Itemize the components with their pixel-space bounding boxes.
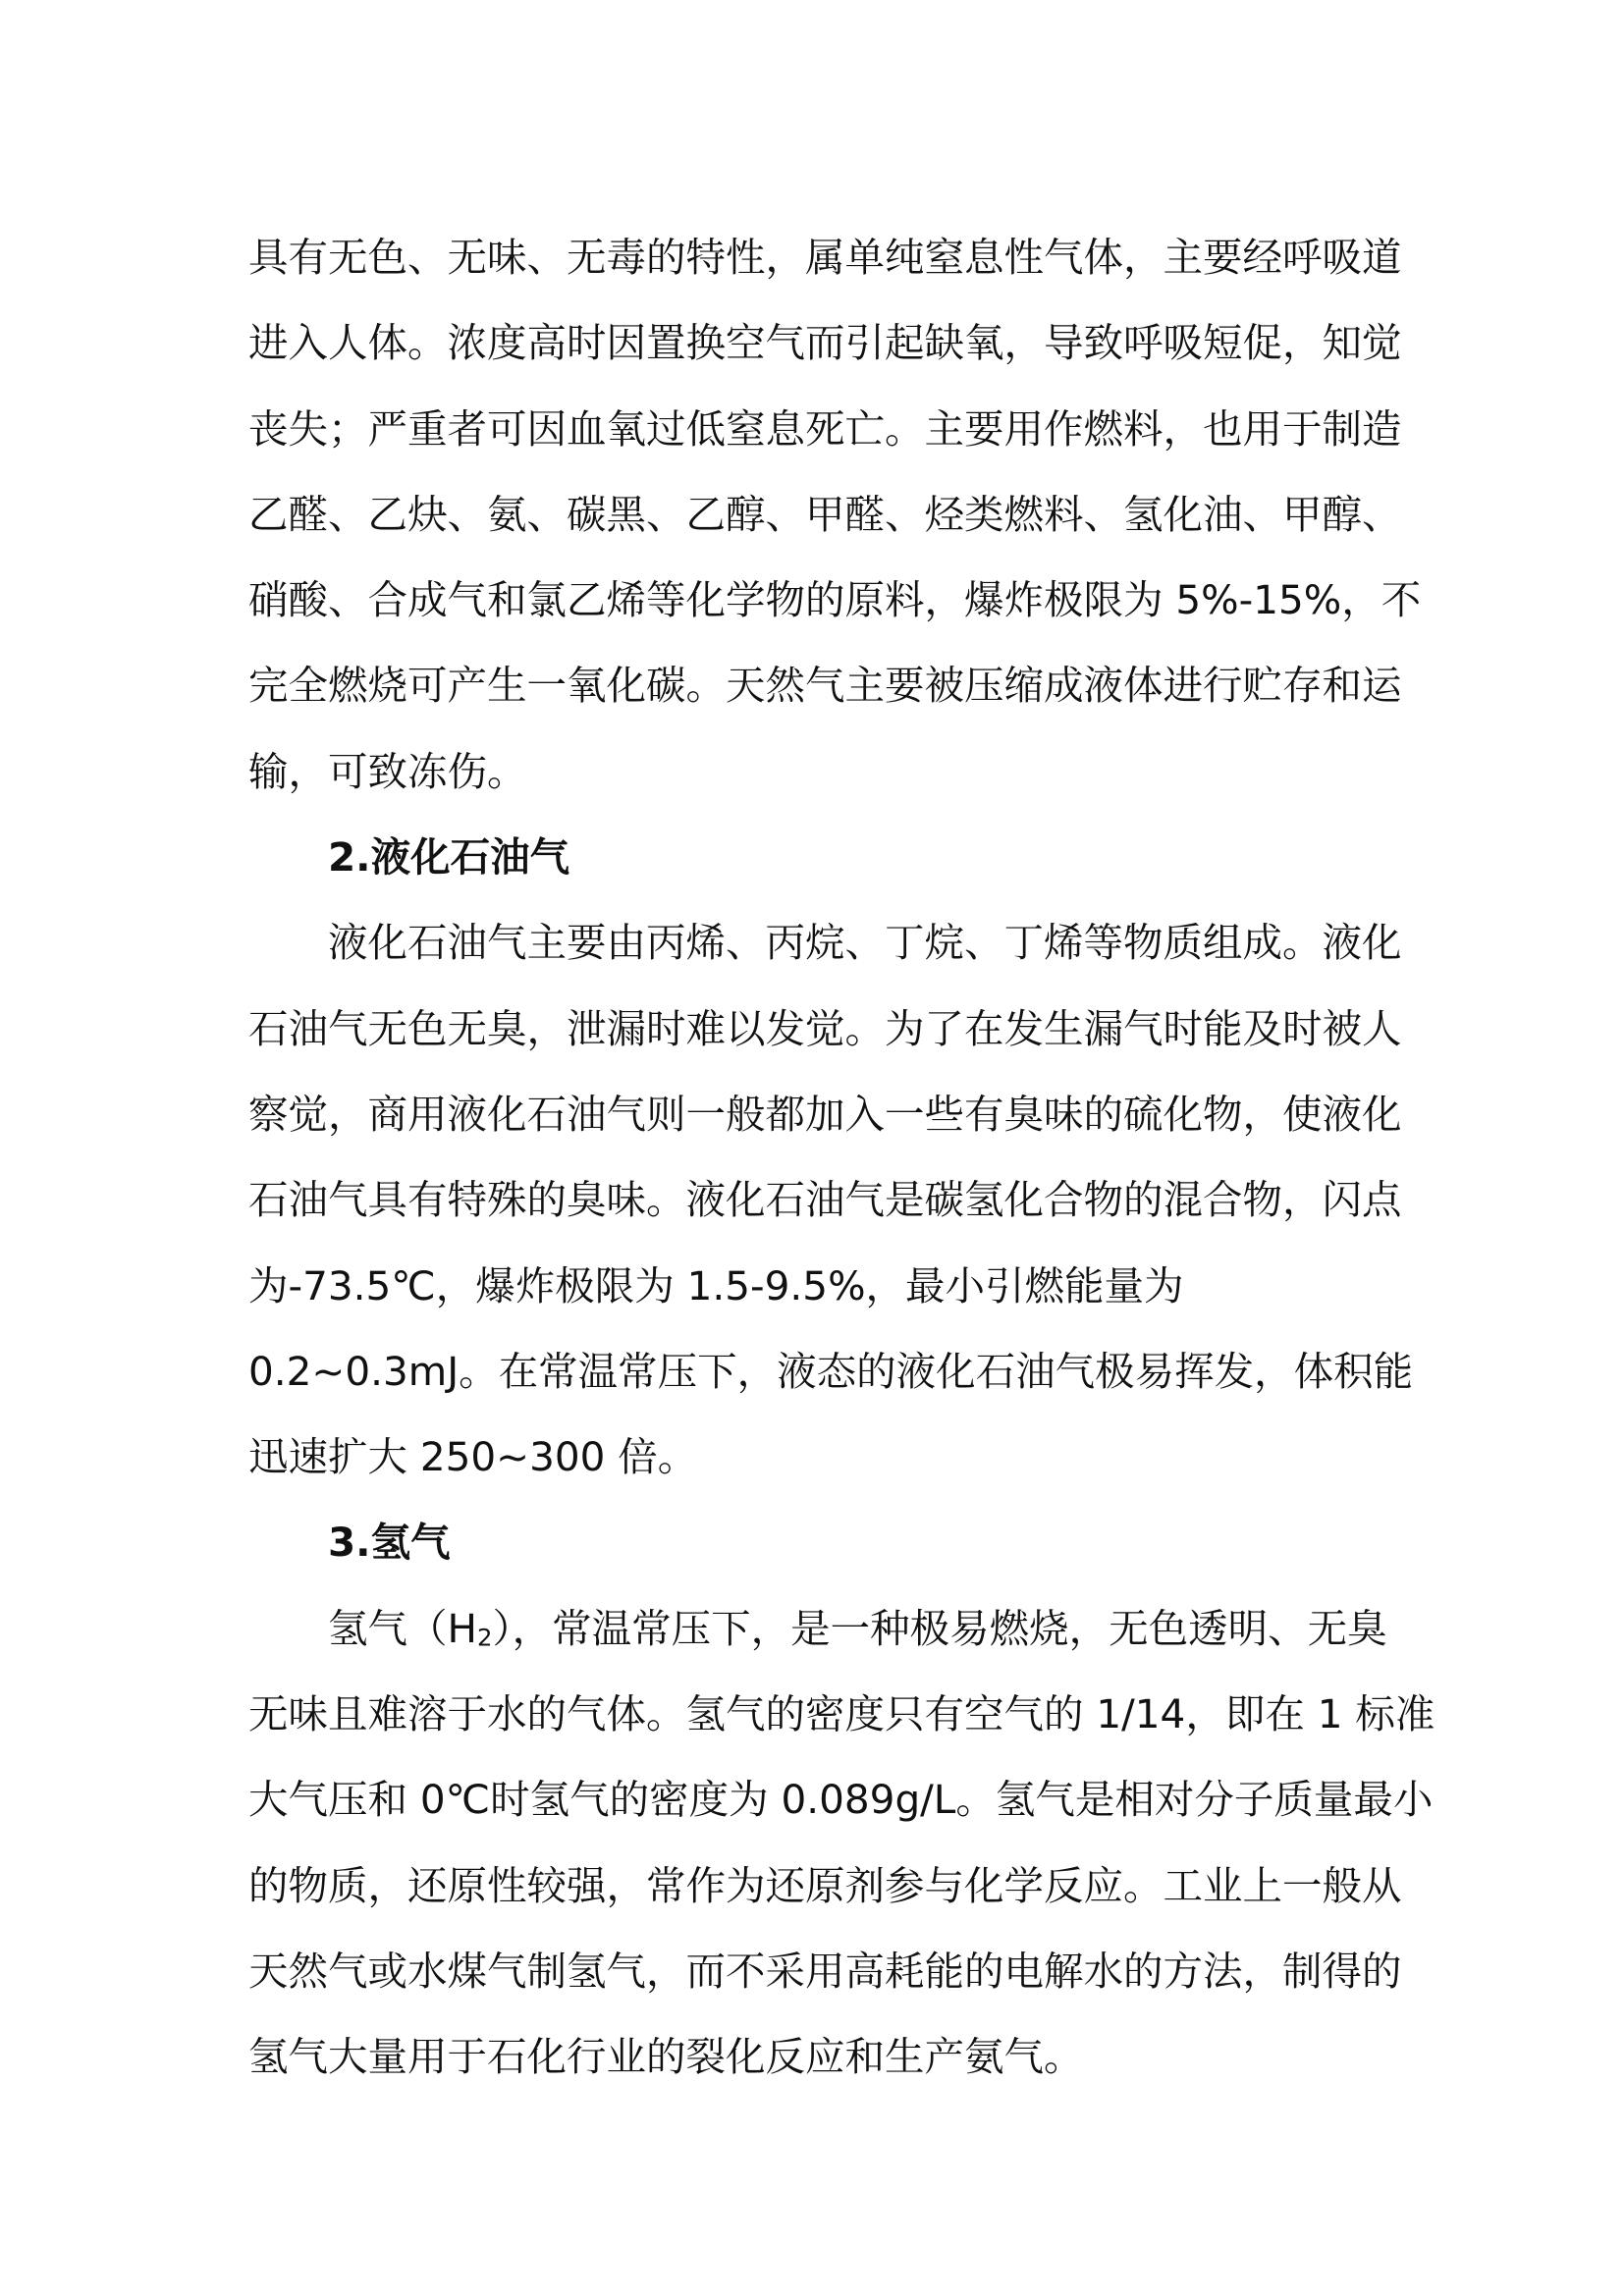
text-line: 丧失；严重者可因血氧过低窒息死亡。主要用作燃料，也用于制造 (248, 404, 1402, 453)
text-line: 迅速扩大 250~300 倍。 (248, 1433, 698, 1481)
text-line: 大气压和 0℃时氢气的密度为 0.089g/L。氢气是相对分子质量最小 (248, 1776, 1434, 1824)
text-line: 石油气具有特殊的臭味。液化石油气是碳氢化合物的混合物，闪点 (248, 1176, 1402, 1224)
text-line: 输，可致冻伤。 (248, 747, 527, 795)
text-line (248, 1586, 1387, 1672)
section-heading-lpg: 2.液化石油气 (328, 833, 570, 881)
text-line: 具有无色、无味、无毒的特性，属单纯窒息性气体，主要经呼吸道 (248, 234, 1402, 281)
intro-paragraph (248, 215, 1422, 815)
text-line: 天然气或水煤气制氢气，而不采用高耗能的电解水的方法，制得的 (248, 1947, 1402, 1995)
document-page (248, 215, 1435, 2101)
text-line: 氢气大量用于石化行业的裂化反应和生产氨气。 (248, 2033, 1084, 2081)
text-line: 乙醛、乙炔、氨、碳黑、乙醇、甲醛、烃类燃料、氢化油、甲醇、 (248, 490, 1402, 538)
text-line: 液化石油气主要由丙烯、丙烷、丁烷、丁烯等物质组成。液化 (328, 919, 1402, 967)
text-line: 的物质，还原性较强，常作为还原剂参与化学反应。工业上一般从 (248, 1861, 1402, 1909)
text-line: 进入人体。浓度高时因置换空气而引起缺氧，导致呼吸短促，知觉 (248, 319, 1402, 367)
text-line: 察觉，商用液化石油气则一般都加入一些有臭味的硫化物，使液化 (248, 1090, 1402, 1138)
subscript: 2 (476, 1623, 493, 1652)
text-line: 无味且难溶于水的气体。氢气的密度只有空气的 1/14，即在 1 标准 (248, 1690, 1435, 1738)
text-line: 为-73.5℃，爆炸极限为 1.5-9.5%，最小引燃能量为 (248, 1261, 1184, 1309)
text-line: 石油气无色无臭，泄漏时难以发觉。为了在发生漏气时能及时被人 (248, 1004, 1402, 1052)
section-heading-hydrogen: 3.氢气 (328, 1519, 451, 1567)
text-line: 完全燃烧可产生一氧化碳。天然气主要被压缩成液体进行贮存和运 (248, 662, 1402, 710)
text-line: 硝酸、合成气和氯乙烯等化学物的原料，爆炸极限为 5%-15%，不 (248, 576, 1422, 624)
text-span: 氢气（H (328, 1604, 477, 1652)
text-span: ），常温常压下，是一种极易燃烧，无色透明、无臭 (492, 1604, 1387, 1652)
lpg-paragraph (248, 900, 1414, 1500)
hydrogen-paragraph (248, 1586, 1435, 2101)
text-line: 0.2~0.3mJ。在常温常压下，液态的液化石油气极易挥发，体积能 (248, 1347, 1414, 1395)
